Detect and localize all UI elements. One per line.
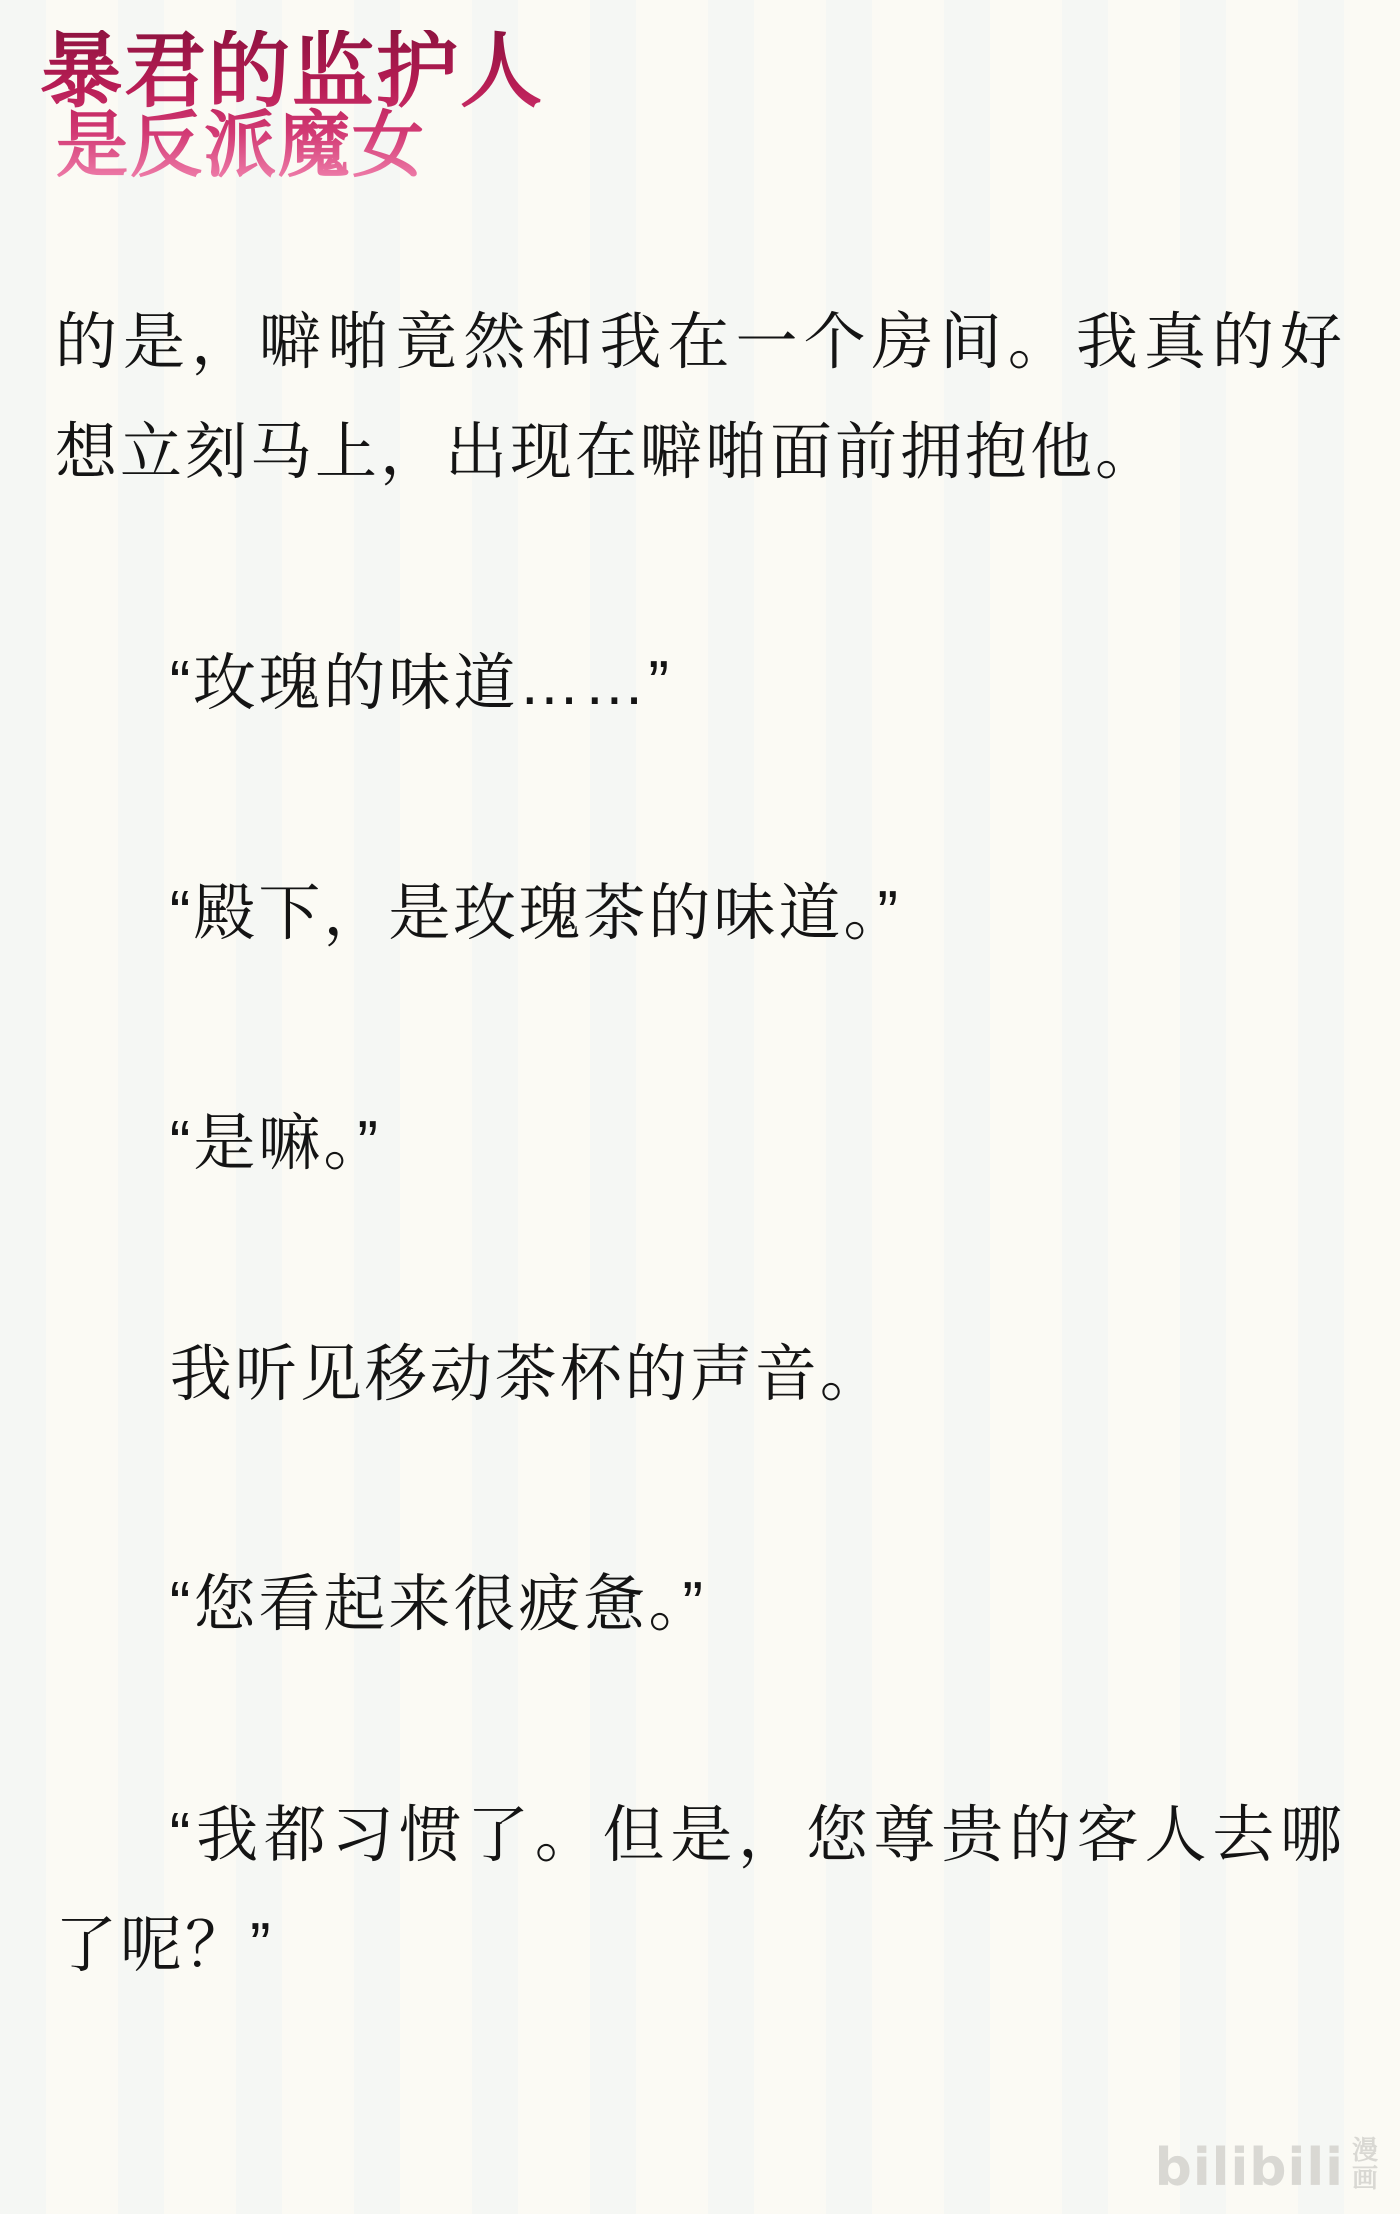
novel-text-block: [55, 288, 1345, 2121]
manhua-char-2: 画: [1351, 2162, 1378, 2193]
paragraph-narration: 的是，噼啪竟然和我在一个房间。我真的好想立刻马上，出现在噼啪面前拥抱他。: [55, 308, 1345, 488]
paragraph-dialogue: “是嘛。”: [169, 1109, 381, 1179]
bilibili-watermark: [1154, 2135, 1378, 2199]
series-title-logo: [40, 23, 545, 187]
paragraph-narration: 我听见移动茶杯的声音。: [169, 1339, 885, 1409]
paragraph-dialogue: “我都习惯了。但是，您尊贵的客人去哪了呢？”: [55, 1800, 1345, 1980]
paragraph-dialogue: “您看起来很疲惫。”: [169, 1570, 706, 1640]
bilibili-logo-text: bilibili: [1154, 2138, 1344, 2199]
paragraph-dialogue: “殿下，是玫瑰茶的味道。”: [169, 879, 901, 949]
manhua-char-1: 漫: [1351, 2135, 1378, 2166]
series-title-line2: 是反派魔女: [56, 101, 427, 187]
paragraph-dialogue: “玫瑰的味道……”: [169, 648, 672, 718]
series-title-line1: 暴君的监护人: [40, 23, 545, 119]
manhua-label: [1352, 2137, 1378, 2192]
